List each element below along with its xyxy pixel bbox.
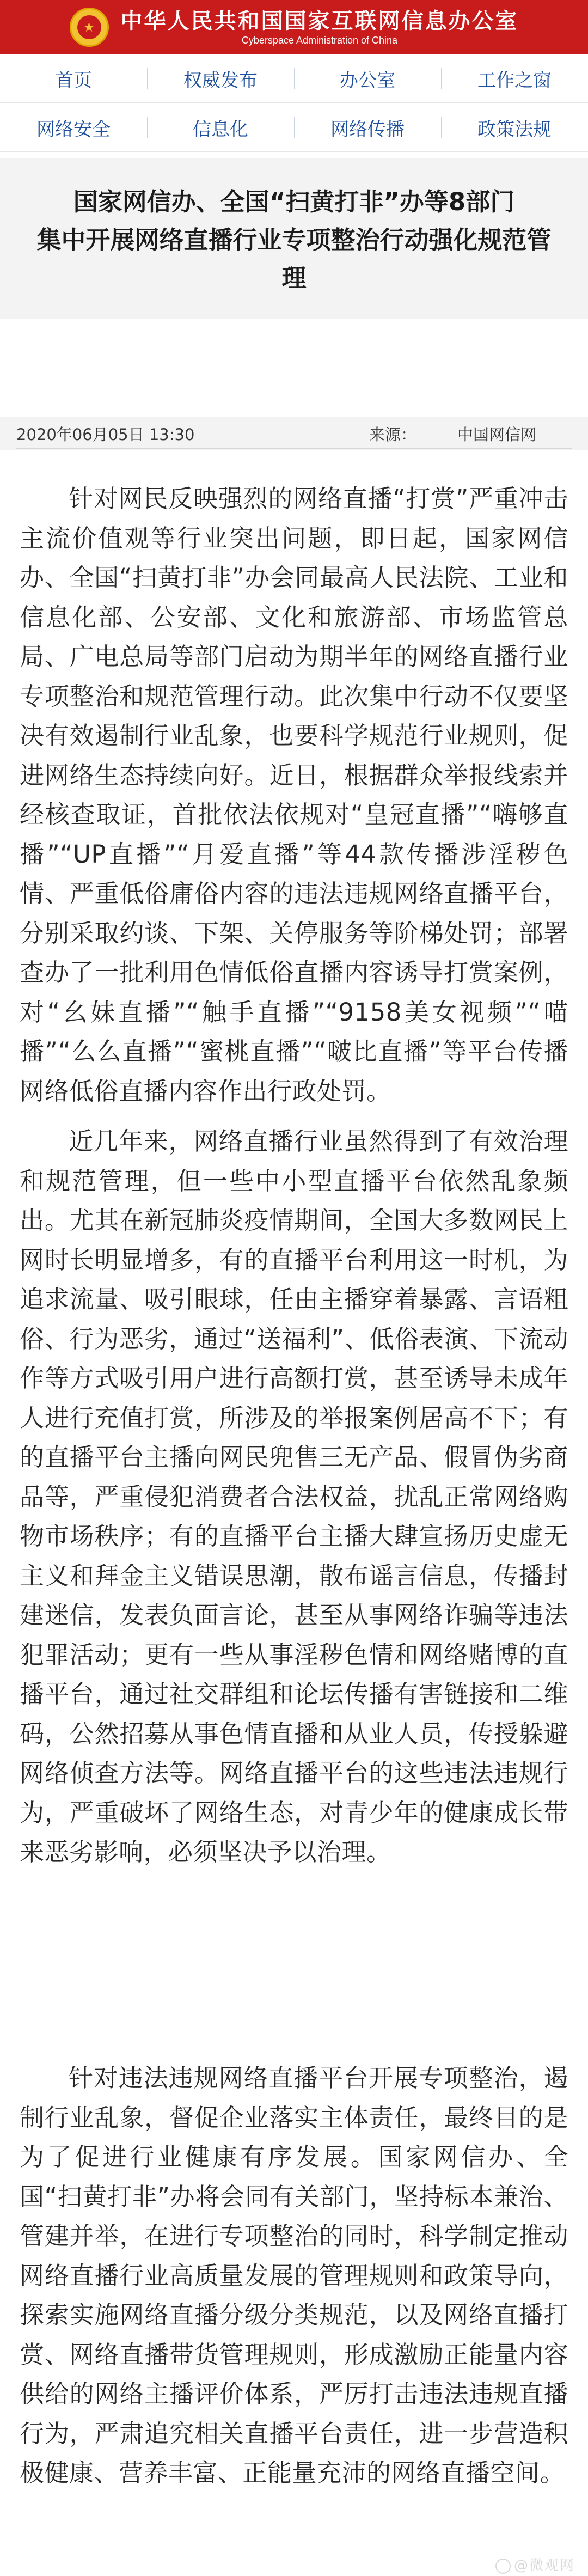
weibo-icon [495,2559,511,2574]
site-header [0,0,588,54]
nav-item-home[interactable]: 首页 [55,69,92,91]
nav-item-cyber-security[interactable]: 网络安全 [36,118,111,141]
main-nav [0,54,588,152]
article-title-line2: 集中开展网络直播行业专项整治行动强化规范管理 [36,225,552,292]
nav-item-releases[interactable]: 权威发布 [147,54,294,102]
nav-item-informatization[interactable]: 信息化 [147,103,294,151]
article-paragraph: 针对网民反映强烈的网络直播“打赏”严重冲击主流价值观等行业突出问题，即日起，国家网信办、全国“扫黄打非”办会同最高人民法院、工业和信息化部、公安部、文化和旅游部、市场监管总局、广电总局等部门启动为期半年的网络直播行业专项整治和规范管理行动。此次集中行动不仅要坚决有效遏制行业乱象，也要科学规范行业规则，促进网络生态持续向好。近日，根据群众举报线索并经核查取证，首批依法依规对“皇冠直播”“嗨够直播”“UP直播”“月爱直播”等44款传播涉淫秽色情、严重低俗庸俗内容的违法违规网络直播平台，分别采取约谈、下架、关停服务等阶梯处罚；部署查办了一批利用色情低俗直播内容诱导打赏案例，对“幺妹直播”“触手直播”“9158美女视频”“喵播”“么么直播”“蜜桃直播”“啵比直播”等平台传播网络低俗直播内容作出行政处罚。 [20,484,568,1106]
watermark [495,2554,575,2574]
nav-row [0,103,588,152]
national-emblem-icon: ★ [70,8,109,47]
nav-item-network-communication[interactable]: 网络传播 [294,103,441,151]
site-title: 中华人民共和国国家互联网信息办公室 [120,9,519,34]
nav-item-work-window[interactable]: 工作之窗 [441,54,588,102]
publish-date: 2020年06月05日 13:30 [16,425,195,444]
nav-item-policies-regulations[interactable]: 政策法规 [441,103,588,151]
watermark-text: @微观网 [513,2557,575,2574]
site-title-english: Cyberspace Administration of China [241,35,398,46]
article-title [0,158,588,319]
article-meta [0,417,588,450]
source-label: 来源： [369,425,417,444]
article-paragraph: 近几年来，网络直播行业虽然得到了有效治理和规范管理，但一些中小型直播平台依然乱象频出。尤其在新冠肺炎疫情期间，全国大多数网民上网时长明显增多，有的直播平台利用这一时机，为追求流量、吸引眼球，任由主播穿着暴露、言语粗俗、行为恶劣，通过“送福利”、低俗表演、下流动作等方式吸引用户进行高额打赏，甚至诱导未成年人进行充值打赏，所涉及的举报案例居高不下；有的直播平台主播向网民兜售三无产品、假冒伪劣商品等，严重侵犯消费者合法权益，扰乱正常网络购物市场秩序；有的直播平台主播大肆宣扬历史虚无主义和拜金主义错误思潮，散布谣言信息，传播封建迷信，发表负面言论，甚至从事网络诈骗等违法犯罪活动；更有一些从事淫秽色情和网络赌博的直播平台，通过社交群组和论坛传播有害链接和二维码，公然招募从事色情直播和从业人员，传授躲避网络侦查方法等。网络直播平台的这些违法违规行为，严重破坏了网络生态，对青少年的健康成长带来恶劣影响，必须坚决予以治理。 [20,1127,568,1866]
source-name[interactable]: 中国网信网 [457,425,537,444]
nav-row [0,54,588,103]
divider [16,448,572,449]
article-title-line1: 国家网信办、全国“扫黄打非”办等8部门 [73,187,515,216]
nav-item-office[interactable]: 办公室 [294,54,441,102]
article-paragraph: 针对违法违规网络直播平台开展专项整治，遏制行业乱象，督促企业落实主体责任，最终目的是为了促进行业健康有序发展。国家网信办、全国“扫黄打非”办将会同有关部门，坚持标本兼治、管建并举，在进行专项整治的同时，科学制定推动网络直播行业高质量发展的管理规则和政策导向，探索实施网络直播分级分类规范，以及网络直播打赏、网络直播带货管理规则，形成激励正能量内容供给的网络主播评价体系，严厉打击违法违规直播行为，严肃追究相关直播平台责任，进一步营造积极健康、营养丰富、正能量充沛的网络直播空间。 [20,2064,568,2487]
